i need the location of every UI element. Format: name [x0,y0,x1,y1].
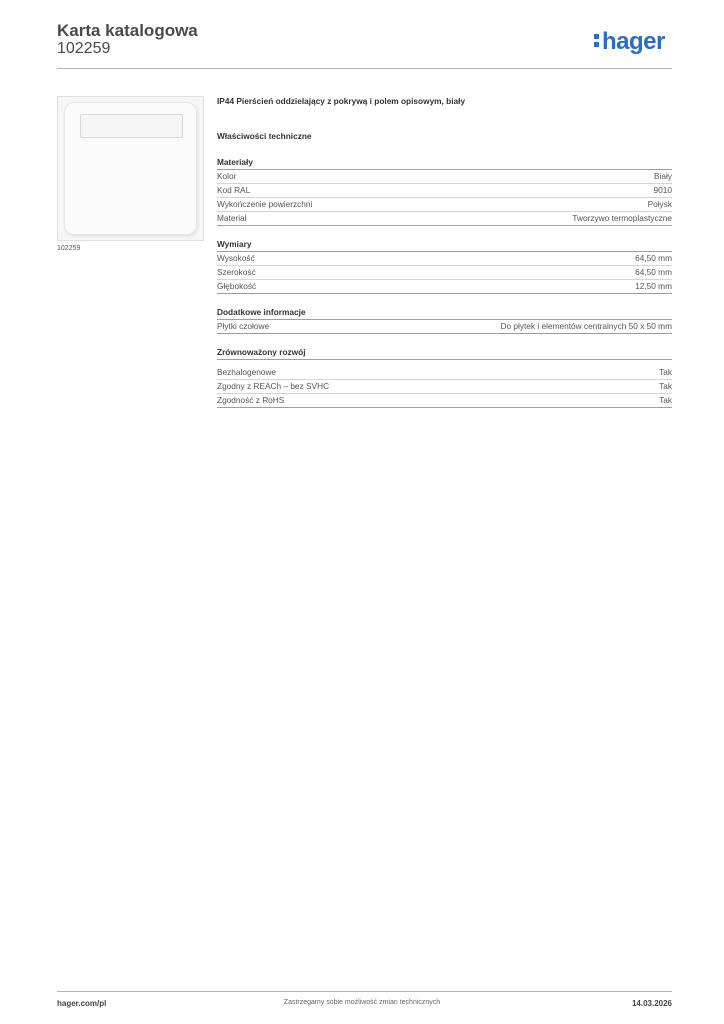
product-image [57,96,204,241]
spec-value: Tak [659,381,672,391]
logo-dots-icon [594,34,599,50]
section-title: Dodatkowe informacje [217,307,672,320]
section-dimensions [217,239,672,294]
spec-label: Szerokość [217,267,256,277]
spec-row [217,380,672,394]
spec-label: Bezhalogenowe [217,367,277,377]
spec-value: Do płytek i elementów centralnych 50 x 50 mm [500,321,672,331]
section-additional-info [217,307,672,334]
spec-value: Tworzywo termoplastyczne [572,213,672,223]
spec-row [217,266,672,280]
footer-note: Zastrzegamy sobie możliwość zmian technicznych [283,999,441,1006]
spec-label: Głębokość [217,281,257,291]
spec-label: Kolor [217,171,237,181]
spec-label: Płytki czołowe [217,321,270,331]
section-sustainability [217,347,672,408]
logo-text: hager [602,28,665,55]
spec-row [217,320,672,334]
label-field-illustration [80,114,183,138]
footer-website: hager.com/pl [57,999,107,1008]
spec-label: Materiał [217,213,247,223]
spec-content [217,96,672,408]
spec-row [217,252,672,266]
spec-value: 64,50 mm [635,267,672,277]
product-image-caption: 102259 [57,245,81,252]
spec-label: Zgodny z REACh – bez SVHC [217,381,330,391]
section-title: Zrównoważony rozwój [217,347,672,360]
hager-logo [594,28,665,56]
spec-row [217,212,672,226]
spec-row [217,170,672,184]
spec-row [217,184,672,198]
header-divider [57,68,672,69]
product-name: IP44 Pierścień oddzielający z pokrywą i polem opisowym, biały [217,96,466,106]
spec-value: 9010 [653,185,672,195]
spec-label: Wykończenie powierzchni [217,199,313,209]
product-code: 102259 [57,40,111,57]
spec-value: 64,50 mm [635,253,672,263]
spec-label: Zgodność z RoHS [217,395,285,405]
spec-value: Tak [659,367,672,377]
tech-properties-heading: Właściwości techniczne [217,131,312,141]
spec-value: 12,50 mm [635,281,672,291]
spec-value: Połysk [647,199,672,209]
section-title: Wymiary [217,239,672,252]
footer-date: 14.03.2026 [631,999,672,1008]
spec-label: Kod RAL [217,185,251,195]
spec-row [217,366,672,380]
spec-row [217,198,672,212]
spec-label: Wysokość [217,253,255,263]
spec-value: Biały [654,171,672,181]
spec-value: Tak [659,395,672,405]
spec-row [217,394,672,408]
footer-divider [57,991,672,992]
section-materials [217,157,672,226]
page-title: Karta katalogowa [57,21,198,40]
spec-row [217,280,672,294]
section-title: Materiały [217,157,672,170]
product-plate-illustration [64,102,197,235]
